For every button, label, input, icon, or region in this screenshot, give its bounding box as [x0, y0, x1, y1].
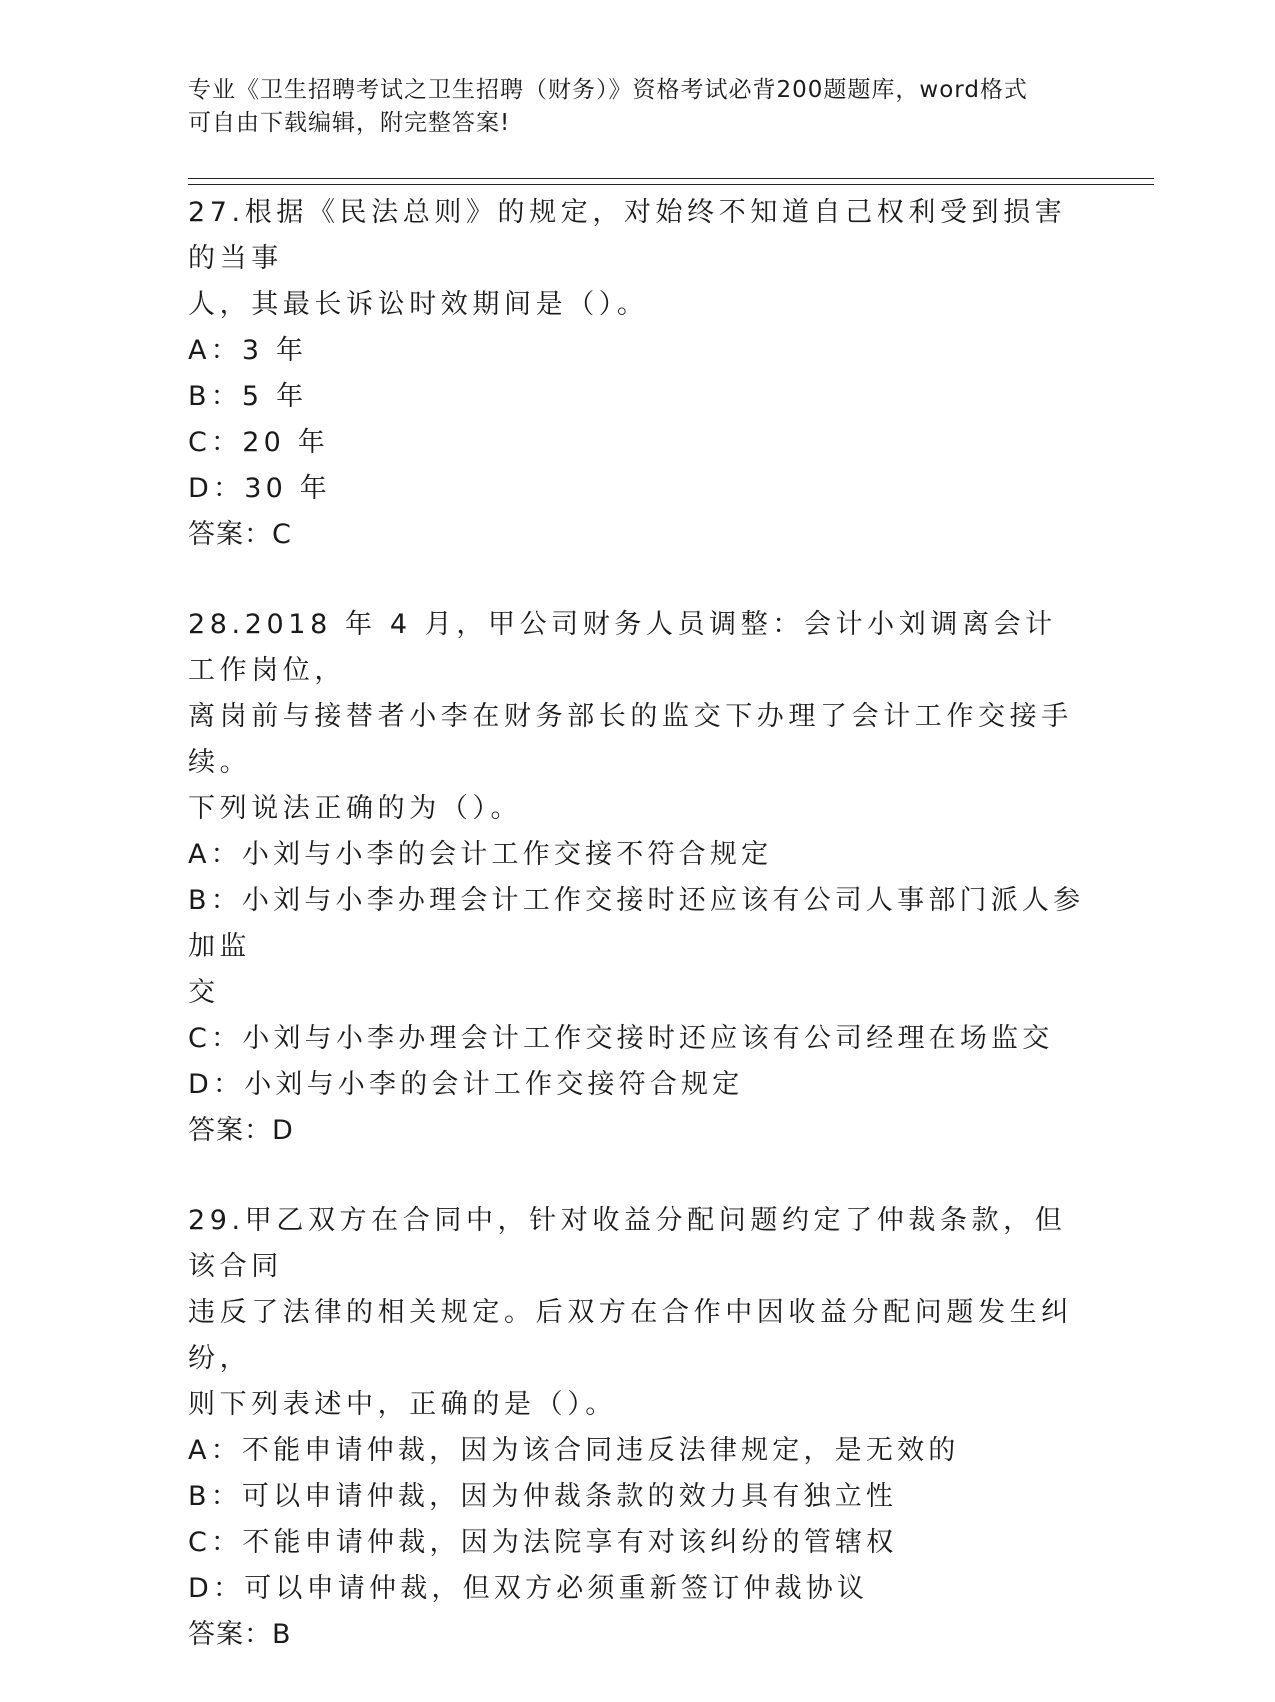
question-28 [188, 602, 1088, 1154]
option-c: C：20 年 [188, 427, 329, 458]
question-stem-line: 下列说法正确的为（）。 [188, 793, 523, 824]
answer-line: 答案：C [188, 519, 292, 550]
option-a: A：3 年 [188, 335, 308, 366]
question-stem-line: 29.甲乙双方在合同中，针对收益分配问题约定了仲裁条款，但该合同 [188, 1205, 1067, 1282]
question-stem-line: 人，其最长诉讼时效期间是（）。 [188, 289, 649, 320]
option-b: B：小刘与小李办理会计工作交接时还应该有公司人事部门派人参加监 [188, 885, 1085, 962]
option-d: D：30 年 [188, 473, 331, 504]
header-line-1: 专业《卫生招聘考试之卫生招聘（财务）》资格考试必背200题题库，word格式 [188, 77, 1028, 103]
option-b: B：5 年 [188, 381, 308, 412]
option-a: A：小刘与小李的会计工作交接不符合规定 [188, 839, 773, 870]
header-divider [188, 178, 1154, 185]
option-b: B：可以申请仲裁，因为仲裁条款的效力具有独立性 [188, 1481, 898, 1512]
question-29 [188, 1198, 1088, 1658]
option-d: D：小刘与小李的会计工作交接符合规定 [188, 1069, 744, 1100]
option-c: C：不能申请仲裁，因为法院享有对该纠纷的管辖权 [188, 1527, 898, 1558]
answer-line: 答案：B [188, 1619, 292, 1650]
document-header [188, 74, 1088, 140]
question-list [188, 190, 1088, 1702]
answer-line: 答案：D [188, 1115, 294, 1146]
option-c: C：小刘与小李办理会计工作交接时还应该有公司经理在场监交 [188, 1023, 1054, 1054]
question-stem-line: 27.根据《民法总则》的规定，对始终不知道自己权利受到损害的当事 [188, 197, 1067, 274]
option-b-continued: 交 [188, 977, 220, 1008]
question-stem-line: 28.2018 年 4 月，甲公司财务人员调整：会计小刘调离会计工作岗位， [188, 609, 1057, 686]
option-a: A：不能申请仲裁，因为该合同违反法律规定，是无效的 [188, 1435, 960, 1466]
option-d: D：可以申请仲裁，但双方必须重新签订仲裁协议 [188, 1573, 869, 1604]
question-27 [188, 190, 1088, 558]
question-stem-line: 则下列表述中，正确的是（）。 [188, 1389, 617, 1420]
question-stem-line: 违反了法律的相关规定。后双方在合作中因收益分配问题发生纠纷， [188, 1297, 1073, 1374]
header-line-2: 可自由下载编辑，附完整答案! [188, 110, 511, 136]
question-stem-line: 离岗前与接替者小李在财务部长的监交下办理了会计工作交接手续。 [188, 701, 1073, 778]
